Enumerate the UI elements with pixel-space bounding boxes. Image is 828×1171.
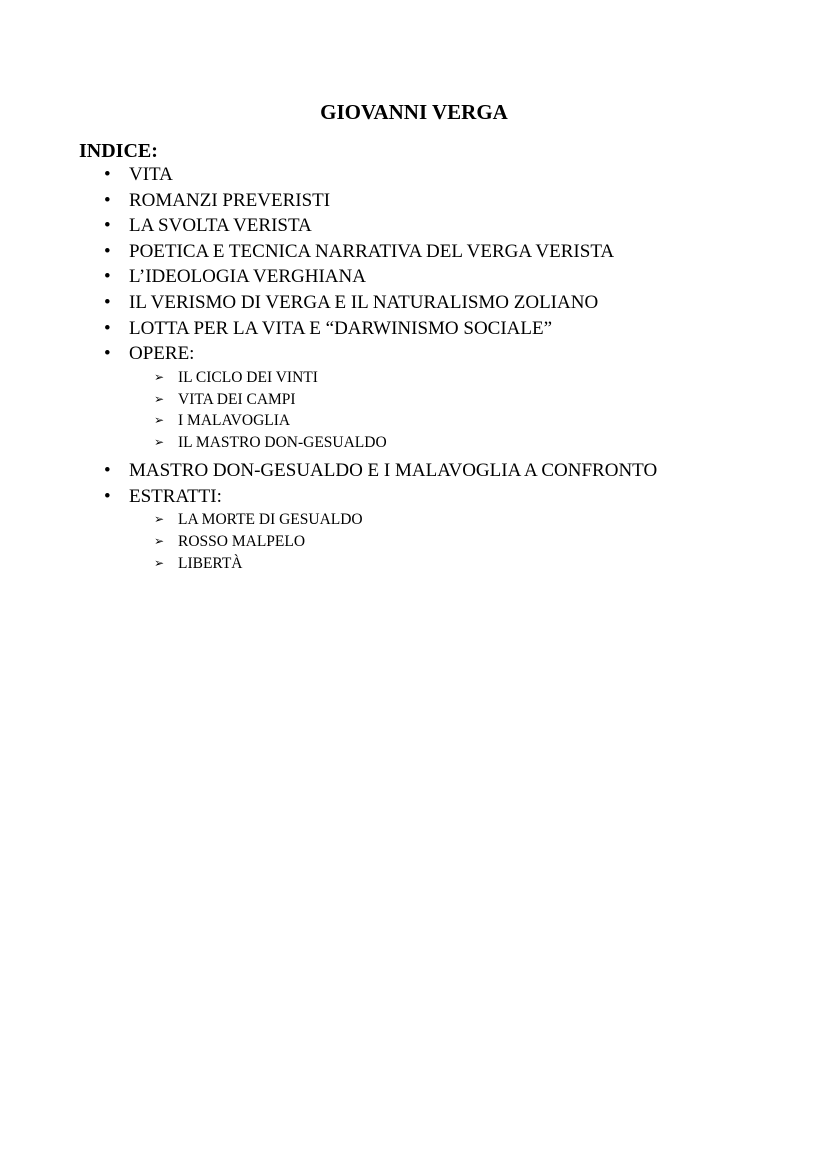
index-item-label: ROMANZI PREVERISTI — [129, 189, 331, 211]
sublist-item — [104, 367, 657, 389]
index-item-verismo-naturalismo — [104, 290, 657, 316]
bullet-icon: • — [104, 317, 111, 339]
index-heading: INDICE: — [79, 140, 158, 162]
bullet-icon: • — [104, 164, 111, 185]
index-item-label: POETICA E TECNICA NARRATIVA DEL VERGA VERISTA — [129, 240, 615, 262]
index-item-estratti — [104, 484, 657, 579]
sublist-item-label: LA MORTE DI GESUALDO — [178, 511, 363, 529]
sublist-item-label: IL CICLO DEI VINTI — [178, 368, 318, 386]
index-item-label: OPERE: — [129, 343, 195, 365]
bullet-icon: • — [104, 291, 111, 313]
bullet-icon: • — [104, 266, 111, 288]
opere-sublist — [104, 367, 657, 458]
index-item-vita — [104, 162, 657, 188]
index-item-confronto — [104, 458, 657, 484]
bullet-icon: • — [104, 459, 111, 481]
sublist-item — [104, 553, 657, 575]
index-item-poetica — [104, 239, 657, 265]
index-item-opere — [104, 341, 657, 458]
sublist-item — [104, 432, 657, 454]
sublist-item-label: LIBERTÀ — [178, 554, 243, 572]
index-item-label: VITA — [129, 164, 173, 185]
index-item-svolta-verista — [104, 213, 657, 239]
page-title: GIOVANNI VERGA — [320, 100, 508, 124]
arrow-bullet-icon: ➢ — [154, 555, 165, 570]
bullet-icon: • — [104, 343, 111, 365]
bullet-icon: • — [104, 240, 111, 262]
arrow-bullet-icon: ➢ — [154, 512, 165, 527]
sublist-item — [104, 389, 657, 411]
index-item-label: LOTTA PER LA VITA E “DARWINISMO SOCIALE” — [129, 317, 553, 339]
index-item-lotta-per-la-vita — [104, 316, 657, 342]
estratti-sublist — [104, 509, 657, 578]
sublist-item-label: VITA DEI CAMPI — [178, 390, 296, 408]
bullet-icon: • — [104, 215, 111, 237]
sublist-item-label: I MALAVOGLIA — [178, 412, 291, 430]
index-list — [104, 162, 657, 579]
sublist-item-label: IL MASTRO DON-GESUALDO — [178, 434, 387, 452]
arrow-bullet-icon: ➢ — [154, 533, 165, 548]
sublist-item — [104, 531, 657, 553]
index-item-label: ESTRATTI: — [129, 485, 222, 507]
arrow-bullet-icon: ➢ — [154, 435, 165, 450]
arrow-bullet-icon: ➢ — [154, 369, 165, 384]
index-item-romanzi-preveristi — [104, 188, 657, 214]
arrow-bullet-icon: ➢ — [154, 391, 165, 406]
index-item-ideologia — [104, 264, 657, 290]
bullet-icon: • — [104, 189, 111, 211]
index-item-label: LA SVOLTA VERISTA — [129, 215, 312, 237]
sublist-item — [104, 410, 657, 432]
sublist-item — [104, 509, 657, 531]
bullet-icon: • — [104, 485, 111, 507]
sublist-item-label: ROSSO MALPELO — [178, 532, 306, 550]
index-item-label: MASTRO DON-GESUALDO E I MALAVOGLIA A CONFRONTO — [129, 459, 658, 481]
arrow-bullet-icon: ➢ — [154, 413, 165, 428]
index-item-label: IL VERISMO DI VERGA E IL NATURALISMO ZOLIANO — [129, 291, 599, 313]
index-item-label: L’IDEOLOGIA VERGHIANA — [129, 266, 366, 288]
